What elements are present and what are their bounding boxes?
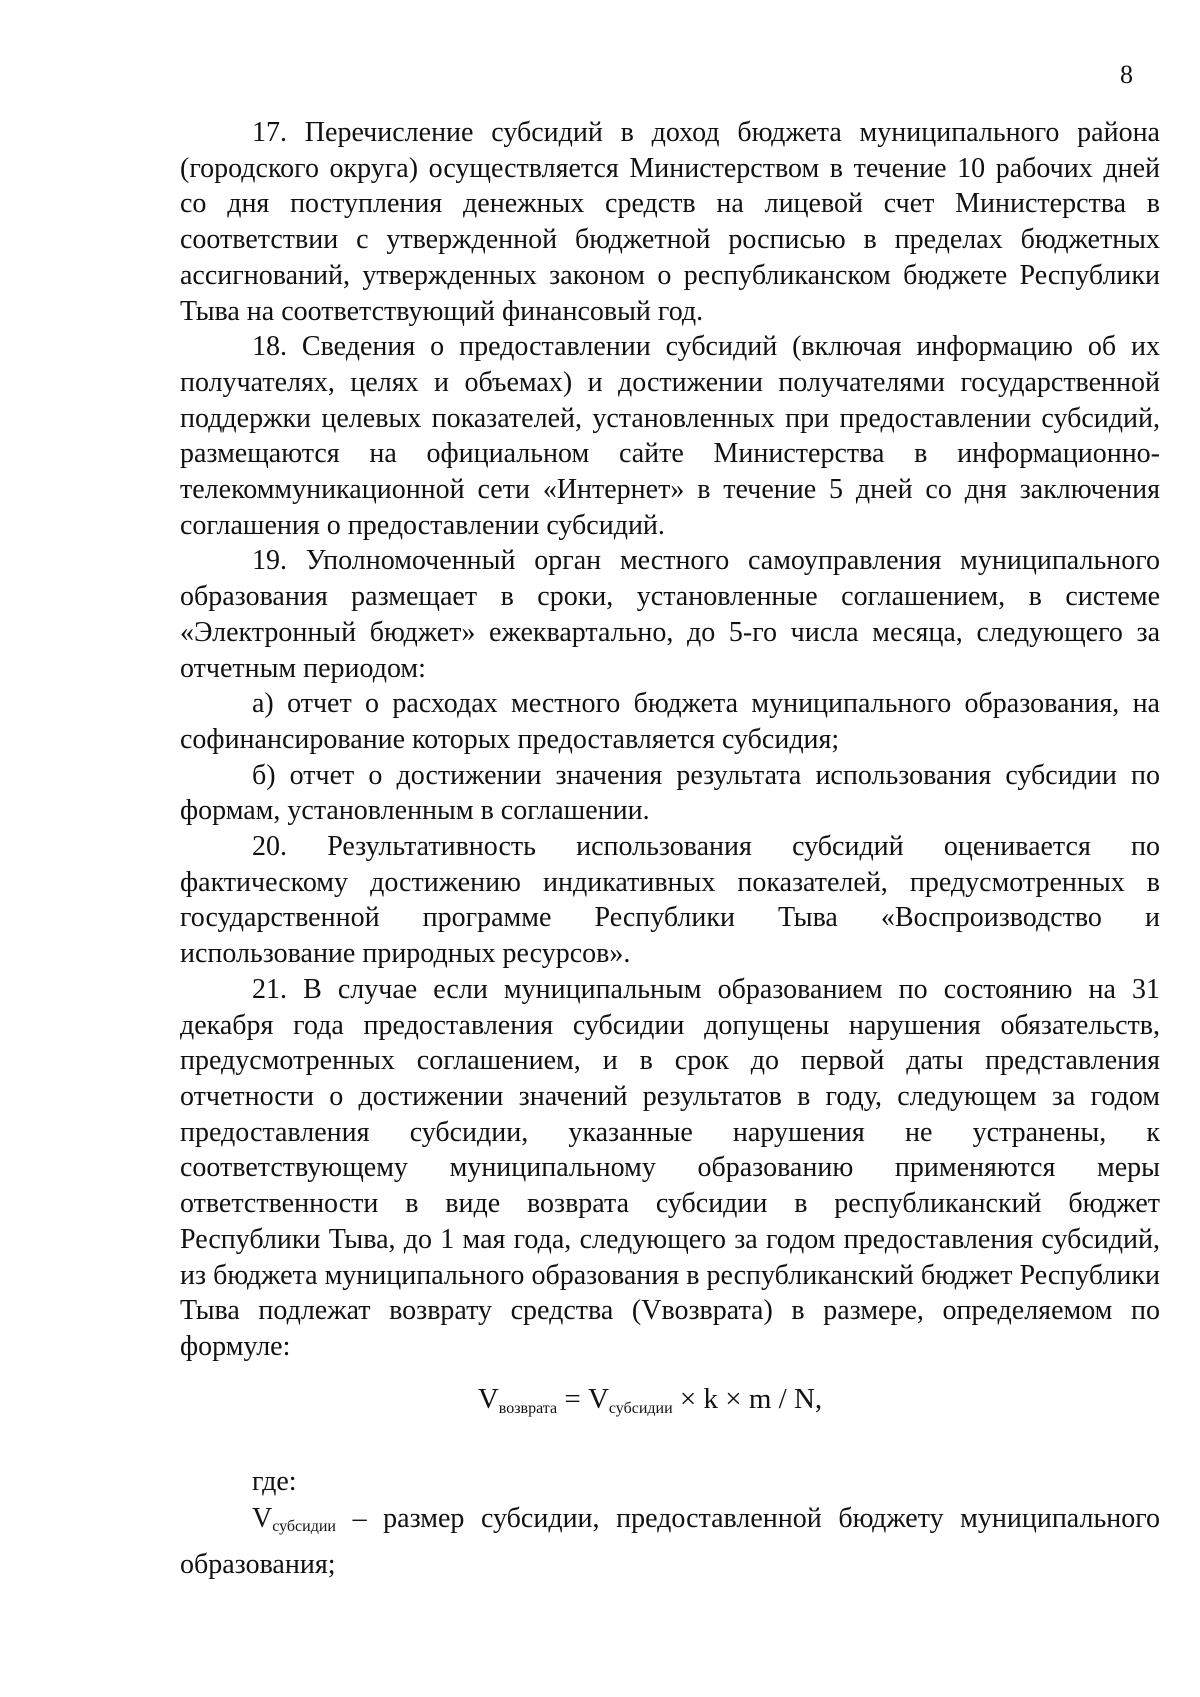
definition-line — [180, 1500, 1160, 1584]
definition — [180, 1500, 1160, 1584]
paragraph-21: 21. В случае если муниципальным образованием по состоянию на 31 декабря года предоставления субсидии допущены нарушения обязательств, предусмотренных соглашением, и в срок до первой даты представления отчетности о достижении значений результатов в году, следующем за годом предоставления субсидии, указанные нарушения не устранены, к соответствующему муниципальному образованию применяются меры ответственности в виде возврата субсидии в республиканский бюджет Республики Тыва, до 1 мая года, следующего за годом предоставления субсидий, из бюджета муниципального образования в республиканский бюджет Республики Тыва подлежат возврату средства (Vвозврата) в размере, определяемом по формуле: — [180, 973, 1160, 1362]
formula-rhs-subscript: субсидии — [608, 1400, 673, 1417]
paragraph-19-a: а) отчет о расходах местного бюджета муниципального образования, на софинансирование которых предоставляется субсидия; — [180, 688, 1160, 755]
formula — [0, 1385, 1200, 1417]
definition-symbol: V — [252, 1503, 273, 1534]
formula-lhs-subscript: возврата — [498, 1400, 558, 1417]
definition-text: – размер субсидии, предоставленной бюджету муниципального образования; — [180, 1503, 1160, 1580]
paragraph-19-b: б) отчет о достижении значения результата использования субсидии по формам, установленным в соглашении. — [180, 759, 1160, 827]
formula-rhs-symbol: V — [587, 1383, 609, 1415]
paragraph-18: 18. Сведения о предоставлении субсидий (включая информацию об их получателях, целях и объемах) и достижении получателями государственной поддержки целевых показателей, установленных при предоставлении субсидий, размещаются на официальном сайте Министерства в информационно-телекоммуникационной сети «Интернет» в течение 5 дней со дня заключения соглашения о предоставлении субсидий. — [180, 331, 1160, 541]
paragraph-19: 19. Уполномоченный орган местного самоуправления муниципального образования размещает в сроки, установленные соглашением, в системе «Электронный бюджет» ежеквартально, до 5-го числа месяца, следующего за отчетным периодом: — [180, 545, 1160, 684]
paragraph-17: 17. Перечисление субсидий в доход бюджета муниципального района (городского округа) осуществляется Министерством в течение 10 рабочих дней со дня поступления денежных средств на лицевой счет Министерства в соответствии с утвержденной бюджетной росписью в пределах бюджетных ассигнований, утвержденных законом о республиканском бюджете Республики Тыва на соответствующий финансовый год. — [180, 117, 1160, 327]
body-text — [180, 115, 1160, 1365]
formula-lhs-symbol: V — [477, 1383, 499, 1415]
definition-subscript: субсидии — [272, 1518, 336, 1535]
formula-equals: = — [557, 1383, 588, 1415]
formula-rhs-rest: × k × m / N, — [672, 1383, 823, 1415]
where-label: где: — [252, 1466, 297, 1497]
paragraph-20: 20. Результативность использования субсидий оценивается по фактическому достижению индикативных показателей, предусмотренных в государственной программе Республики Тыва «Воспроизводство и использование природных ресурсов». — [180, 831, 1160, 970]
page-number: 8 — [1120, 60, 1133, 89]
